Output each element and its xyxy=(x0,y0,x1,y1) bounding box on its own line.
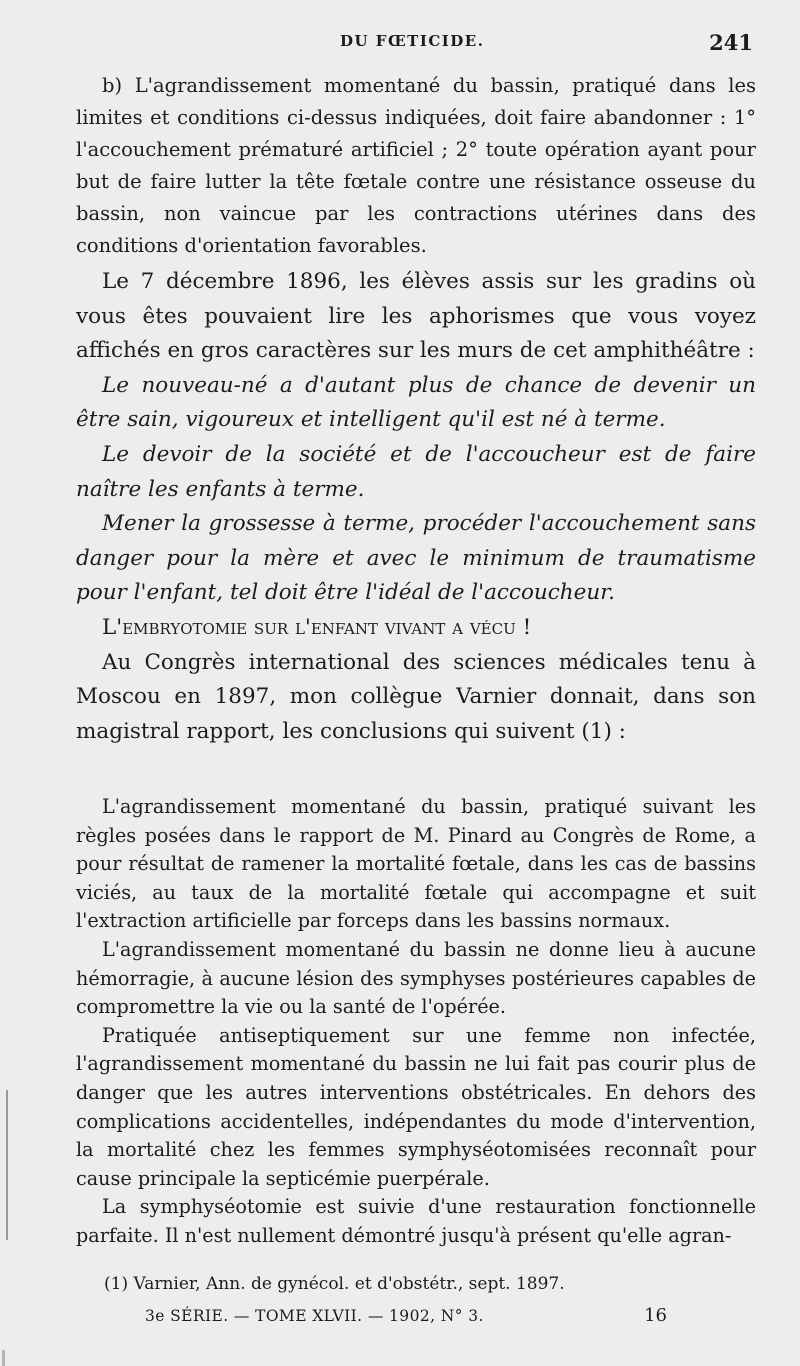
page-number: 241 xyxy=(709,30,753,55)
aphorism: Mener la grossesse à terme, procéder l'accouchement sans danger pour la mère et avec le minimum de traumatisme pour l'enfant, tel doit être l'idéal de l'accoucheur. xyxy=(76,511,756,606)
margin-mark xyxy=(6,1090,8,1240)
margin-mark xyxy=(2,1350,5,1366)
quote-paragraph: Pratiquée antiseptiquement sur une femme non infectée, l'agrandissement momentané du bassin ne lui fait pas courir plus de danger que les autres interventions obstétricales. En dehors des complications accidentelles, indépendantes du mode d'intervention, la mortalité chez les femmes symphyséotomisées reconnaît pour cause principale la septicémie puerpérale. xyxy=(76,1023,756,1190)
congres-paragraph: Au Congrès international des sciences médicales tenu à Moscou en 1897, mon collègue Varnier donnait, dans son magistral rapport, les conclusions qui suivent (1) : xyxy=(76,649,756,744)
section-b xyxy=(76,70,756,262)
quoted-conclusions xyxy=(76,793,756,1251)
quote-paragraph: La symphyséotomie est suivie d'une restauration fonctionnelle parfaite. Il n'est nullement démontré jusqu'à présent qu'elle agran- xyxy=(76,1195,756,1247)
signature-line: 3e SÉRIE. — TOME XLVII. — 1902, N° 3. xyxy=(145,1307,484,1325)
page-header xyxy=(0,32,800,56)
intro-paragraph: Le 7 décembre 1896, les élèves assis sur les gradins où vous êtes pouvaient lire les aphorismes que vous voyez affichés en gros caractères sur les murs de cet amphithéâtre : xyxy=(76,269,756,364)
signature-number: 16 xyxy=(644,1305,667,1326)
aphorism: Le devoir de la société et de l'accoucheur est de faire naître les enfants à terme. xyxy=(76,441,756,502)
embryotomie-line: L'embryotomie sur l'enfant vivant a vécu ! xyxy=(102,614,532,640)
quote-paragraph: L'agrandissement momentané du bassin, pratiqué suivant les règles posées dans le rapport de M. Pinard au Congrès de Rome, a pour résultat de ramener la mortalité fœtale, dans les cas de bassins viciés, au taux de la mortalité fœtale qui accompagne et suit l'extraction artificielle par forceps dans les bassins normaux. xyxy=(76,795,756,933)
aphorism: Le nouveau-né a d'autant plus de chance de devenir un être sain, vigoureux et intelligent qu'il est né à terme. xyxy=(76,372,756,433)
running-title: DU FŒTICIDE. xyxy=(340,32,485,50)
paragraph-b: b) L'agrandissement momentané du bassin, pratiqué dans les limites et conditions ci-dessus indiquées, doit faire abandonner : 1° l'accouchement prématuré artificiel ; 2° toute opération ayant pour but de faire lutter la tête fœtale contre une résistance osseuse du bassin, non vaincue par les contractions utérines dans des conditions d'orientation favorables. xyxy=(76,74,756,257)
aphorisms xyxy=(76,369,756,611)
main-section xyxy=(76,265,756,749)
quote-paragraph: L'agrandissement momentané du bassin ne donne lieu à aucune hémorragie, à aucune lésion des symphyses postérieures capables de compromettre la vie ou la santé de l'opérée. xyxy=(76,937,756,1019)
footnote: (1) Varnier, Ann. de gynécol. et d'obstétr., sept. 1897. xyxy=(104,1274,565,1294)
